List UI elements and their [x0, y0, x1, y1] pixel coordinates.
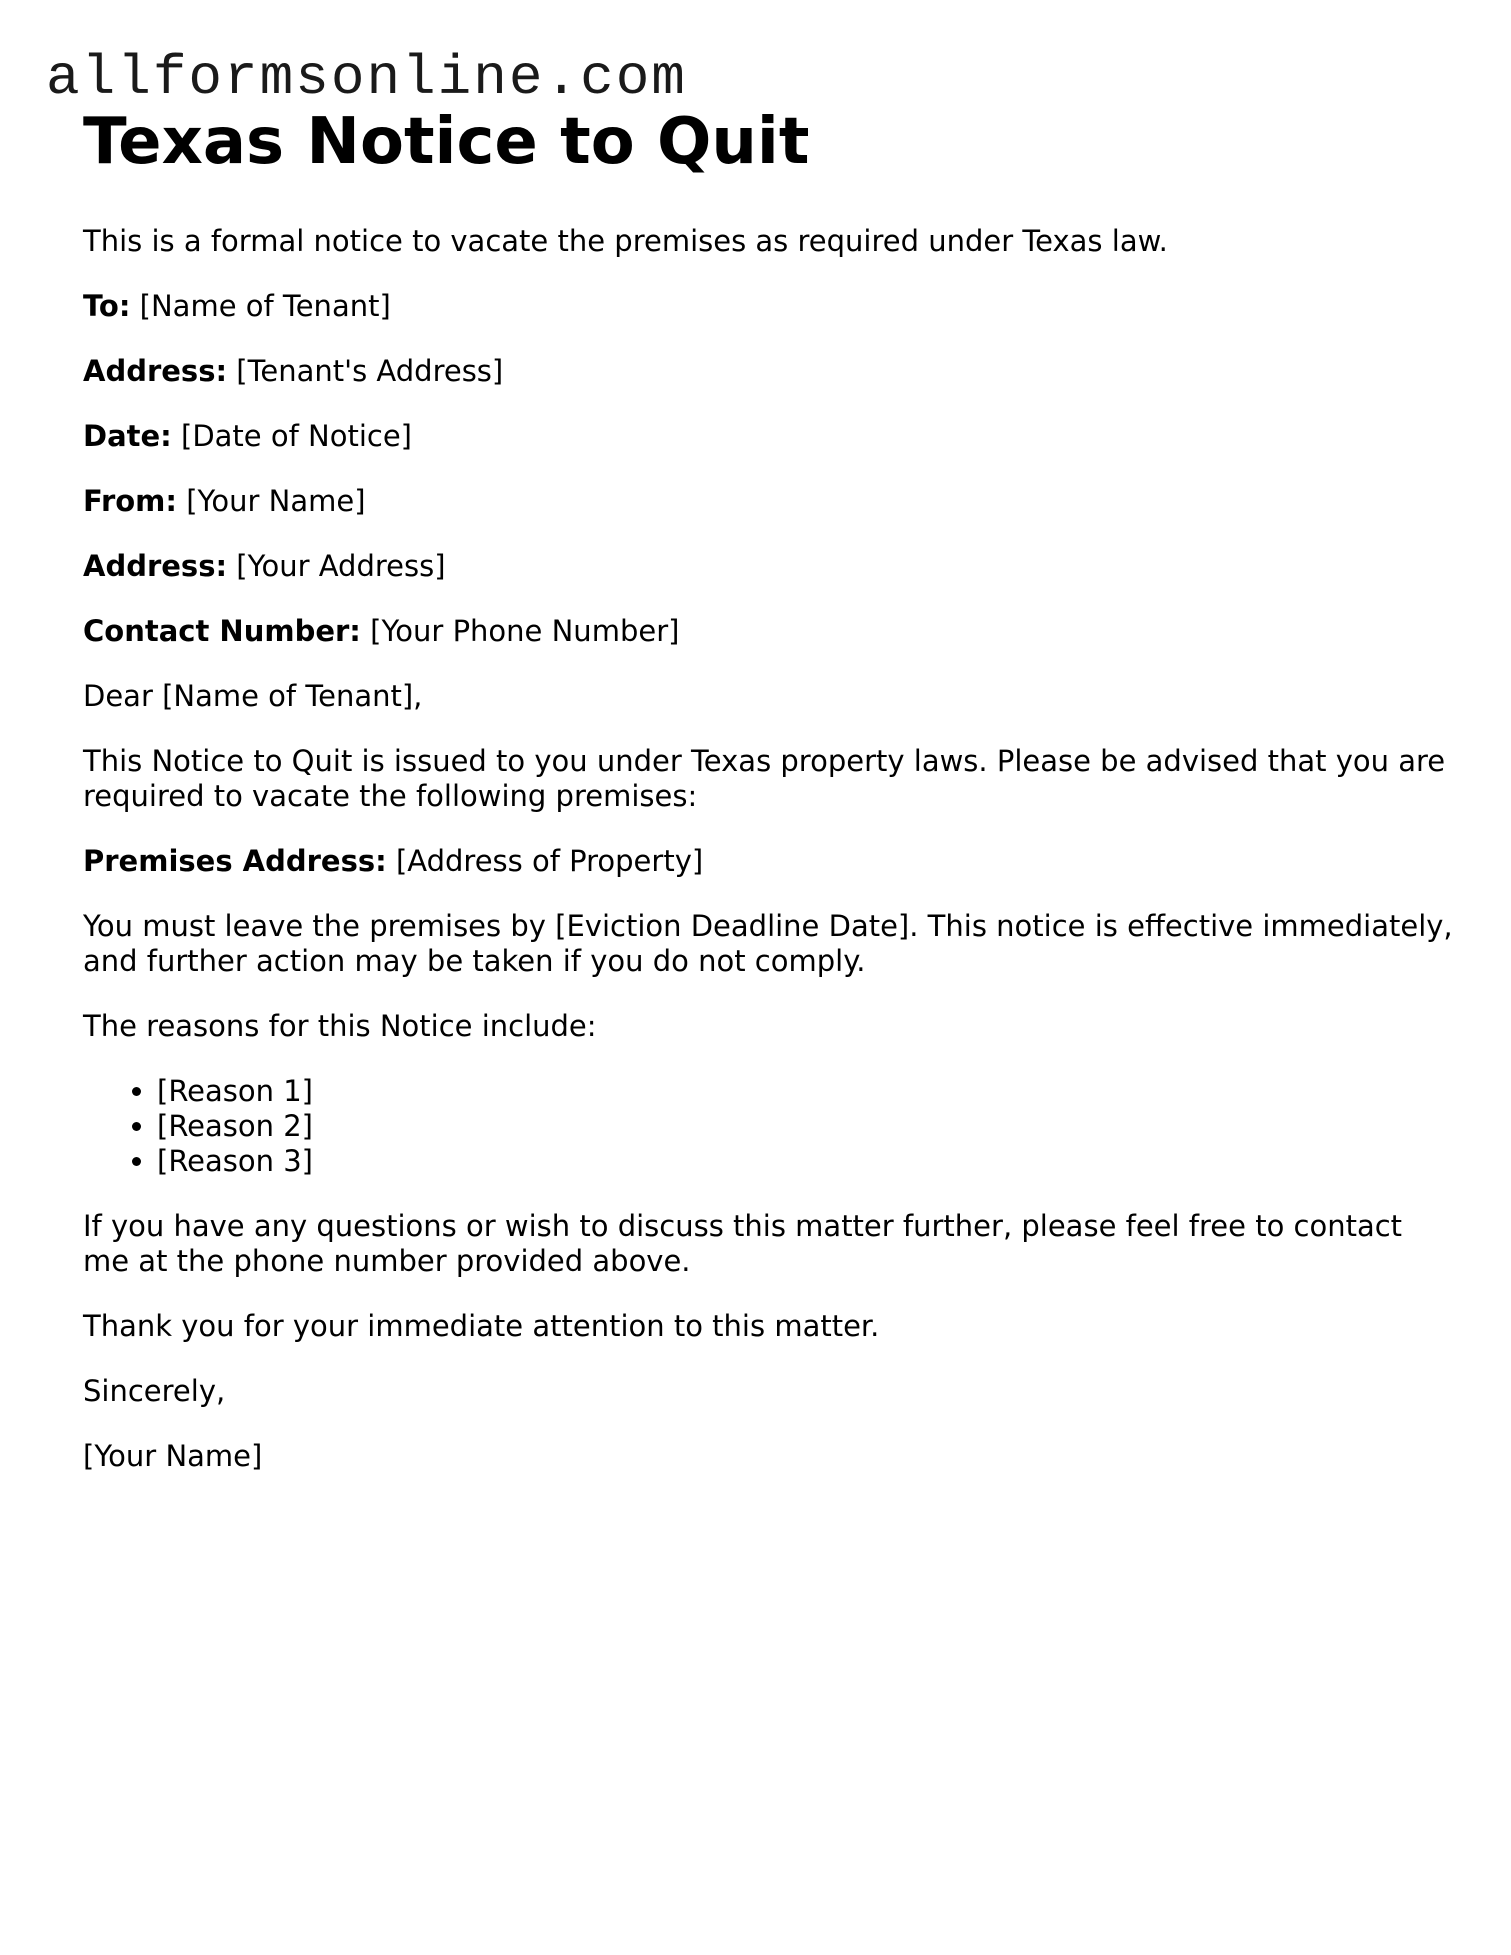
date-value: [Date of Notice]: [181, 419, 412, 453]
contact-label: Contact Number:: [83, 614, 361, 648]
intro-text: This is a formal notice to vacate the premises as required under Texas law.: [83, 224, 1168, 258]
to-value: [Name of Tenant]: [139, 289, 391, 323]
deadline-paragraph: You must leave the premises by [Eviction Deadline Date]. This notice is effective immediately, and further action may be taken if you do not comply.: [83, 909, 1453, 978]
notice-document: [83, 104, 1453, 1504]
thanks-text: Thank you for your immediate attention to this matter.: [83, 1309, 880, 1343]
to-label: To:: [83, 289, 131, 323]
premises-value: [Address of Property]: [395, 844, 704, 878]
page-title: Texas Notice to Quit: [83, 105, 810, 179]
reasons-intro: The reasons for this Notice include:: [83, 1009, 597, 1043]
sender-address-field: [83, 549, 1453, 584]
tenant-address-label: Address:: [83, 354, 228, 388]
premises-label: Premises Address:: [83, 844, 387, 878]
closing-text: Sincerely,: [83, 1374, 226, 1408]
from-field: [83, 484, 1453, 519]
signature-text: [Your Name]: [83, 1439, 263, 1473]
from-value: [Your Name]: [186, 484, 366, 518]
sender-address-value: [Your Address]: [236, 549, 446, 583]
contact-paragraph: If you have any questions or wish to discuss this matter further, please feel free to contact me at the phone number provided above.: [83, 1209, 1403, 1278]
contact-value: [Your Phone Number]: [370, 614, 680, 648]
site-watermark: allformsonline.com: [46, 46, 687, 110]
tenant-address-field: [83, 354, 1453, 389]
premises-field: [83, 844, 1453, 879]
tenant-address-value: [Tenant's Address]: [236, 354, 504, 388]
list-item: • [Reason 3]: [157, 1144, 1453, 1179]
list-item: • [Reason 1]: [157, 1074, 1453, 1109]
salutation: Dear [Name of Tenant],: [83, 679, 423, 713]
notice-paragraph: This Notice to Quit is issued to you under Texas property laws. Please be advised that you are required to vacate the following premises:: [83, 744, 1446, 813]
reasons-list: [83, 1074, 1453, 1179]
sender-address-label: Address:: [83, 549, 228, 583]
date-label: Date:: [83, 419, 172, 453]
list-item: • [Reason 2]: [157, 1109, 1453, 1144]
to-field: [83, 289, 1453, 324]
from-label: From:: [83, 484, 177, 518]
date-field: [83, 419, 1453, 454]
contact-field: [83, 614, 1453, 649]
